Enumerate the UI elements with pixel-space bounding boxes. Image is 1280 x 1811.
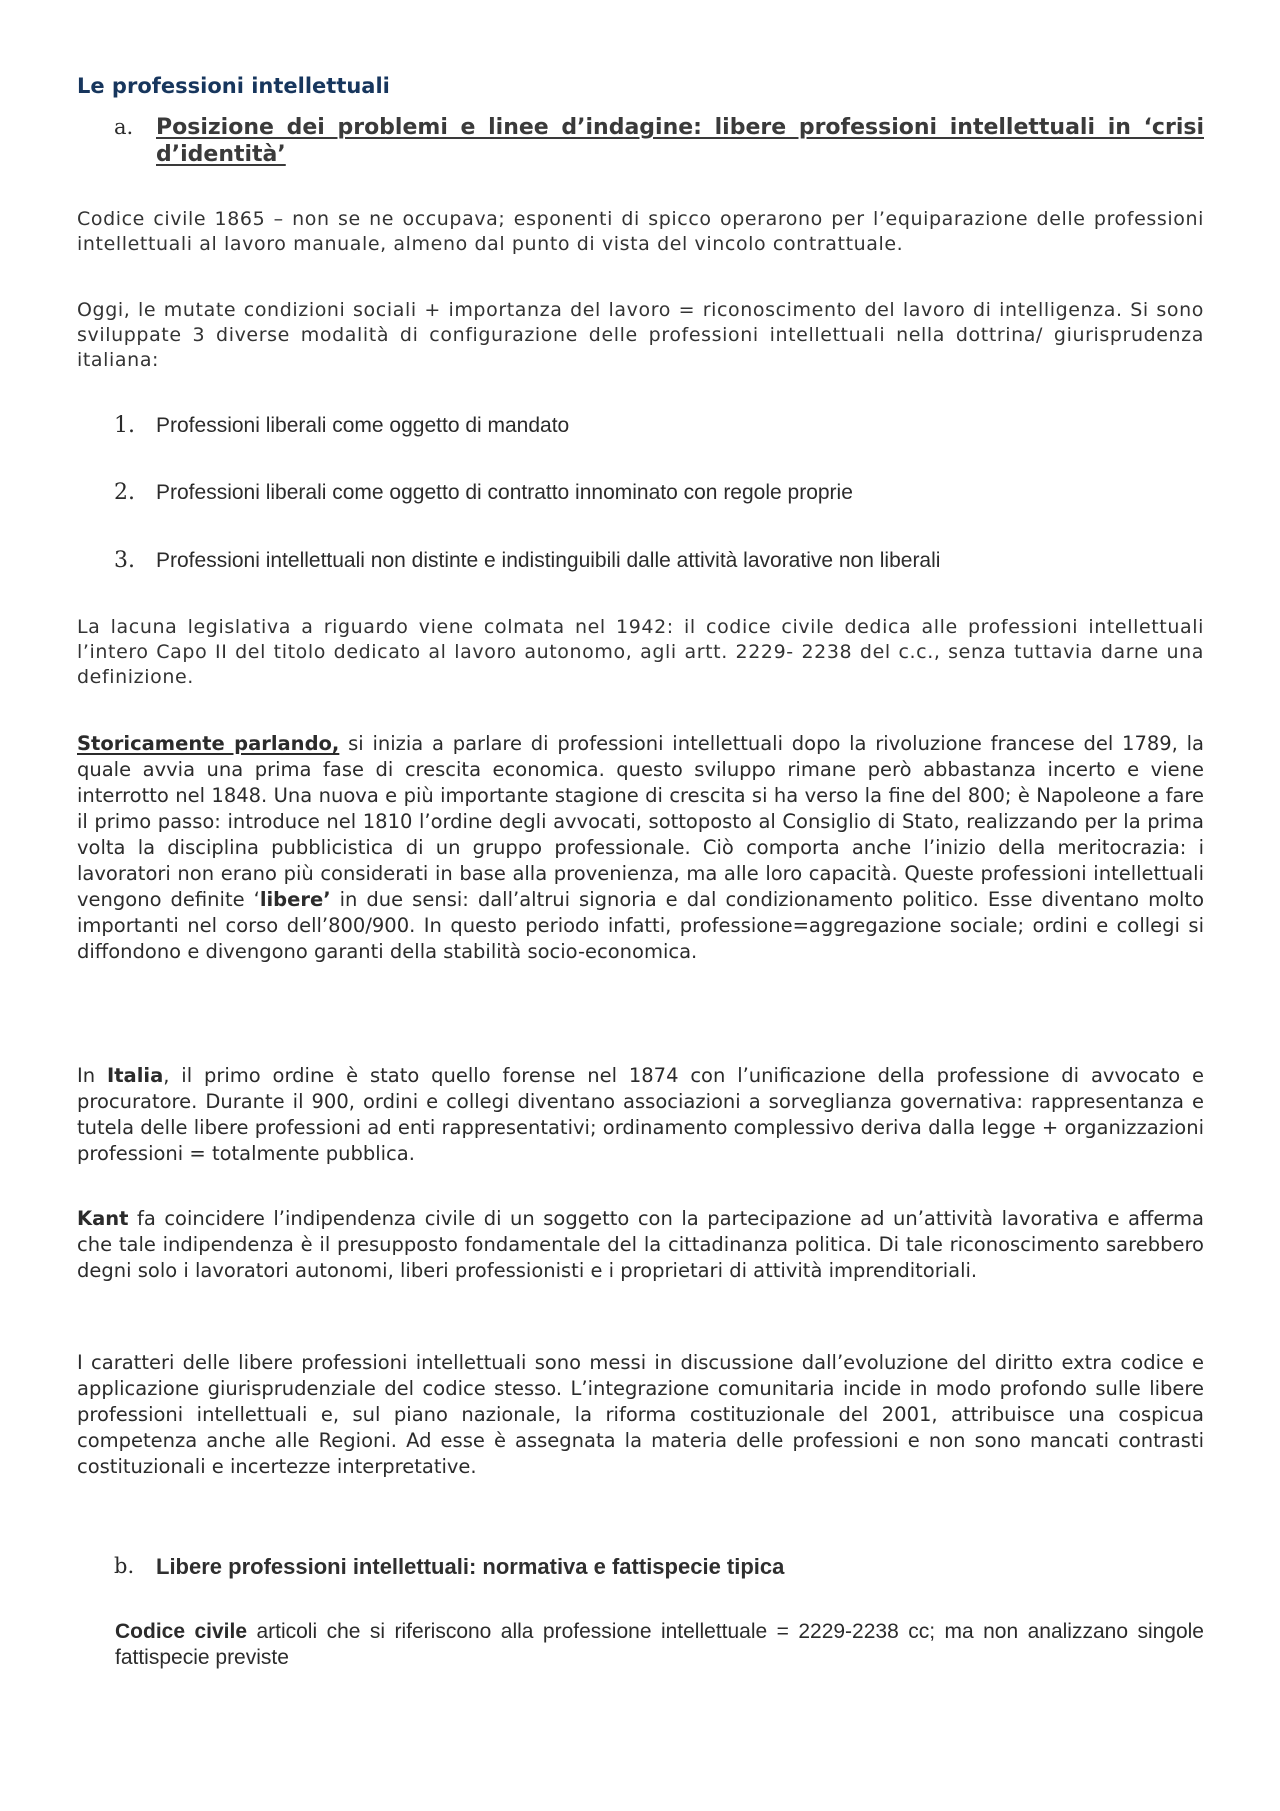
- list-number: 1.: [114, 413, 135, 438]
- storicamente-text-b: in due sensi: dall’altrui signoria e dal condizionamento politico. Esse diventano molto importanti nel corso dell’800/900. In questo periodo infatti, professione=aggregazione sociale; ordini e collegi si diffondono e divengono garanti della stabilità socio-economica.: [77, 888, 1204, 963]
- list-number: 3.: [114, 548, 135, 573]
- section-a-marker: a.: [114, 115, 134, 139]
- italia-pre: In: [77, 1064, 107, 1087]
- list-number: 2.: [114, 480, 135, 505]
- kant-text: fa coincidere l’indipendenza civile di un soggetto con la partecipazione ad un’attività lavorativa e afferma che tale indipendenza è il presupposto fondamentale del la cittadinanza politica. Di tale riconoscimento sarebbero degni solo i lavoratori autonomi, liberi professionisti e i proprietari di attività imprenditoriali.: [77, 1207, 1204, 1282]
- section-a-heading: [114, 114, 1204, 168]
- section-b-heading-text: Libere professioni intellettuali: normativa e fattispecie tipica: [156, 1554, 785, 1579]
- document-title: Le professioni intellettuali: [77, 74, 390, 98]
- list-item: [114, 480, 1204, 505]
- section-b-marker: b.: [114, 1554, 135, 1578]
- paragraph-caratteri: I caratteri delle libere professioni intellettuali sono messi in discussione dall’evoluzione del diritto extra codice e applicazione giurisprudenziale del codice stesso. L’integrazione comunitaria incide in modo profondo sulle libere professioni intellettuali e, sul piano nazionale, la riforma costituzionale del 2001, attribuisce una cospicua competenza anche alle Regioni. Ad esse è assegnata la materia delle professioni e non sono mancati contrasti costituzionali e incertezze interpretative.: [77, 1351, 1204, 1478]
- codice-civile-text: articoli che si riferiscono alla professione intellettuale = 2229-2238 cc; ma non analizzano singole fattispecie previste: [115, 1620, 1204, 1669]
- codice-civile-bold: Codice civile: [115, 1620, 247, 1643]
- paragraph-codice-1865: Codice civile 1865 – non se ne occupava; esponenti di spicco operarono per l’equiparazione delle professioni intellettuali al lavoro manuale, almeno dal punto di vista del vincolo contrattuale.: [77, 208, 1204, 255]
- paragraph-lacuna: La lacuna legislativa a riguardo viene colmata nel 1942: il codice civile dedica alle professioni intellettuali l’intero Capo II del titolo dedicato al lavoro autonomo, agli artt. 2229- 2238 del c.c., senza tuttavia darne una definizione.: [77, 616, 1204, 688]
- list-item: [114, 413, 1204, 438]
- paragraph-codice-civile: [115, 1619, 1204, 1671]
- paragraph-oggi: Oggi, le mutate condizioni sociali + importanza del lavoro = riconoscimento del lavoro di intelligenza. Si sono sviluppate 3 diverse modalità di configurazione delle professioni intellettuali nella dottrina/ giurisprudenza italiana:: [77, 299, 1204, 371]
- paragraph-italia: [77, 1063, 1204, 1167]
- storicamente-lead: Storicamente parlando,: [77, 732, 340, 755]
- storicamente-text-a: si inizia a parlare di professioni intellettuali dopo la rivoluzione francese del 1789, la quale avvia una prima fase di crescita economica. questo sviluppo rimane però abbastanza incerto e viene interrotto nel 1848. Una nuova e più importante stagione di crescita si ha verso la fine del 800; è Napoleone a fare il primo passo: introduce nel 1810 l’ordine degli avvocati, sottoposto al Consiglio di Stato, realizzando per la prima volta la disciplina pubblicistica di un gruppo professionale. Ciò comporta anche l’inizio della meritocrazia: i lavoratori non erano più considerati in base alla provenienza, ma alle loro capacità. Queste professioni intellettuali vengono definite ‘: [77, 732, 1205, 911]
- section-a-heading-text: Posizione dei problemi e linee d’indagine: libere professioni intellettuali in ‘crisi d’identità’: [156, 115, 1204, 167]
- list-item: [114, 548, 1204, 573]
- paragraph-kant: [77, 1206, 1204, 1284]
- list-label: Professioni intellettuali non distinte e indistinguibili dalle attività lavorative non liberali: [156, 549, 941, 572]
- list-label: Professioni liberali come oggetto di mandato: [156, 414, 570, 437]
- italia-bold: Italia: [106, 1064, 164, 1087]
- list-label: Professioni liberali come oggetto di contratto innominato con regole proprie: [156, 481, 853, 504]
- libere-bold: libere’: [259, 888, 331, 911]
- section-b-heading: [114, 1553, 1204, 1580]
- italia-text: , il primo ordine è stato quello forense nel 1874 con l’unificazione della professione di avvocato e procuratore. Durante il 900, ordini e collegi diventano associazioni a sorveglianza governativa: rappresentanza e tutela delle libere professioni ad enti rappresentativi; ordinamento complessivo deriva dalla legge + organizzazioni professioni = totalmente pubblica.: [77, 1064, 1204, 1165]
- kant-bold: Kant: [77, 1207, 129, 1230]
- paragraph-storicamente: [77, 731, 1204, 965]
